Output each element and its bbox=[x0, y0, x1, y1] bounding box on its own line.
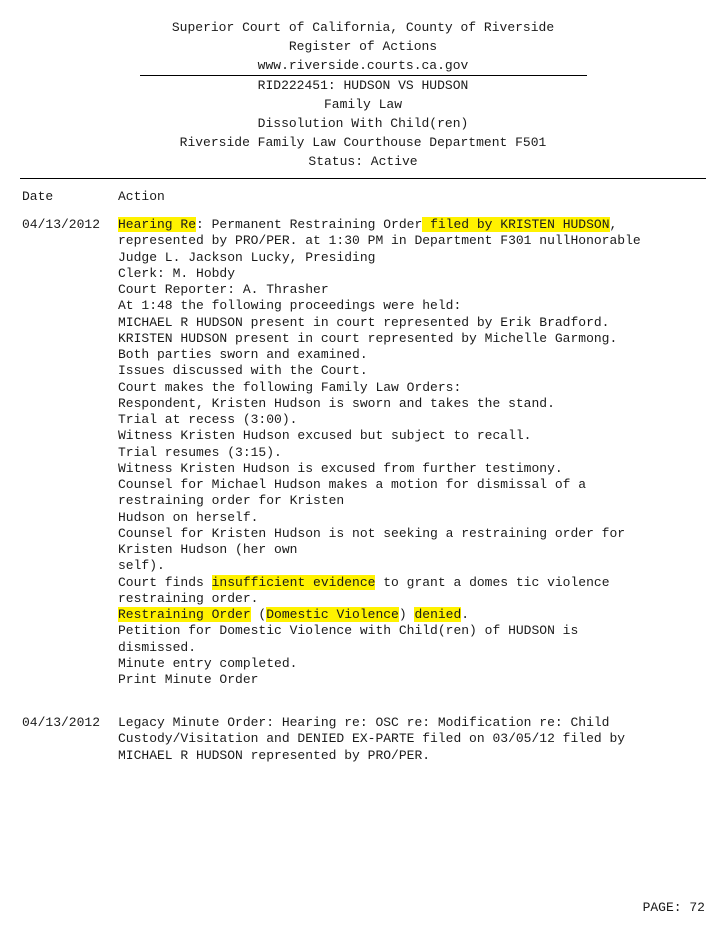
date-column-header: Date bbox=[22, 189, 54, 204]
action-line bbox=[118, 380, 641, 396]
action-line bbox=[118, 656, 641, 672]
action-line bbox=[118, 748, 625, 764]
action-line bbox=[118, 591, 641, 607]
action-line bbox=[118, 510, 641, 526]
action-text: Witness Kristen Hudson is excused from further testimony. bbox=[118, 460, 563, 476]
action-text: . bbox=[461, 607, 470, 622]
action-text: Court Reporter: A. Thrasher bbox=[118, 282, 329, 297]
action-text: Trial at recess (3:00). bbox=[118, 412, 298, 427]
action-line bbox=[118, 640, 641, 656]
action-line bbox=[118, 493, 641, 509]
highlighted-text: Domestic Violence bbox=[266, 607, 399, 622]
action-text: , bbox=[609, 217, 618, 232]
action-text: to grant a domes tic violence bbox=[375, 574, 610, 590]
action-text: Trial resumes (3:15). bbox=[118, 444, 282, 460]
action-line bbox=[118, 607, 641, 623]
highlighted-text: Hearing Re bbox=[118, 217, 197, 232]
action-line bbox=[118, 282, 641, 298]
action-text: Petition for Domestic Violence with Child(ren) of HUDSON is bbox=[118, 623, 579, 639]
action-text: dismissed. bbox=[118, 639, 197, 655]
court-website: www.riverside.courts.ca.gov bbox=[257, 58, 469, 73]
action-text: restraining order for Kristen bbox=[118, 493, 345, 509]
action-text: represented by PRO/PER. at 1:30 PM in Department F301 nullHonorable bbox=[118, 233, 641, 249]
highlighted-text: filed by KRISTEN HUDSON bbox=[422, 217, 610, 232]
action-text: MICHAEL R HUDSON present in court represented by Erik Bradford. bbox=[118, 314, 610, 330]
action-line bbox=[118, 298, 641, 314]
action-line bbox=[118, 315, 641, 331]
action-text: Minute entry completed. bbox=[118, 655, 298, 671]
action-line bbox=[118, 217, 641, 233]
action-line bbox=[118, 461, 641, 477]
case-subtype: Dissolution With Child(ren) bbox=[257, 116, 469, 131]
action-line bbox=[118, 526, 641, 542]
action-text: Clerk: M. Hobdy bbox=[118, 265, 236, 281]
action-line bbox=[118, 542, 641, 558]
case-type: Family Law bbox=[323, 97, 402, 112]
court-name: Superior Court of California, County of Riverside bbox=[171, 20, 555, 35]
action-text: Hudson on herself. bbox=[118, 509, 259, 525]
action-text: Witness Kristen Hudson excused but subject to recall. bbox=[118, 428, 532, 444]
action-text: restraining order. bbox=[118, 590, 259, 606]
entry-action bbox=[118, 715, 625, 764]
action-line bbox=[118, 266, 641, 282]
action-text: Legacy Minute Order: Hearing re: OSC re: Modification re: Child bbox=[118, 715, 610, 730]
action-line bbox=[118, 445, 641, 461]
case-number: RID222451: HUDSON VS HUDSON bbox=[257, 78, 469, 93]
action-line bbox=[118, 672, 641, 688]
action-line bbox=[118, 477, 641, 493]
entry-date: 04/13/2012 bbox=[22, 715, 101, 730]
courthouse-location: Riverside Family Law Courthouse Department F501 bbox=[179, 135, 547, 150]
action-text: Counsel for Kristen Hudson is not seeking a restraining order for bbox=[118, 525, 626, 541]
action-text: At 1:48 the following proceedings were held: bbox=[118, 298, 462, 314]
action-text: Judge L. Jackson Lucky, Presiding bbox=[118, 249, 376, 265]
action-text: : Permanent Restraining Order bbox=[196, 217, 423, 232]
action-line bbox=[118, 575, 641, 591]
action-line bbox=[118, 250, 641, 266]
action-text: Court makes the following Family Law Orders: bbox=[118, 379, 462, 395]
action-column-header: Action bbox=[118, 189, 165, 204]
action-line bbox=[118, 396, 641, 412]
entry-action bbox=[118, 217, 641, 688]
action-text: MICHAEL R HUDSON represented by PRO/PER. bbox=[118, 747, 431, 763]
action-text: ( bbox=[250, 607, 267, 622]
action-line bbox=[118, 233, 641, 249]
action-text: Counsel for Michael Hudson makes a motion for dismissal of a bbox=[118, 477, 587, 492]
action-line bbox=[118, 412, 641, 428]
action-text: Respondent, Kristen Hudson is sworn and takes the stand. bbox=[118, 395, 555, 411]
highlighted-text: insufficient evidence bbox=[211, 574, 376, 590]
action-text: KRISTEN HUDSON present in court represented by Michelle Garmong. bbox=[118, 330, 618, 346]
action-text: self). bbox=[118, 558, 165, 574]
action-line bbox=[118, 347, 641, 363]
action-text: ) bbox=[398, 607, 415, 622]
action-text: Kristen Hudson (her own bbox=[118, 542, 298, 557]
register-title: Register of Actions bbox=[288, 39, 438, 54]
action-text: Print Minute Order bbox=[118, 672, 259, 687]
action-text: Custody/Visitation and DENIED EX-PARTE filed on 03/05/12 filed by bbox=[118, 731, 626, 747]
action-line bbox=[118, 558, 641, 574]
highlighted-text: denied bbox=[414, 607, 462, 622]
table-divider bbox=[20, 178, 706, 179]
action-line bbox=[118, 363, 641, 379]
action-text: Issues discussed with the Court. bbox=[118, 363, 368, 379]
action-text: Both parties sworn and examined. bbox=[118, 347, 368, 362]
highlighted-text: Restraining Order bbox=[118, 607, 251, 622]
case-status: Status: Active bbox=[308, 154, 418, 169]
action-text: Court finds bbox=[118, 574, 212, 590]
action-line bbox=[118, 331, 641, 347]
action-line bbox=[118, 428, 641, 444]
entry-date: 04/13/2012 bbox=[22, 217, 101, 232]
page-number: PAGE: 72 bbox=[642, 900, 705, 915]
action-line bbox=[118, 623, 641, 639]
action-line bbox=[118, 715, 625, 731]
action-line bbox=[118, 731, 625, 747]
